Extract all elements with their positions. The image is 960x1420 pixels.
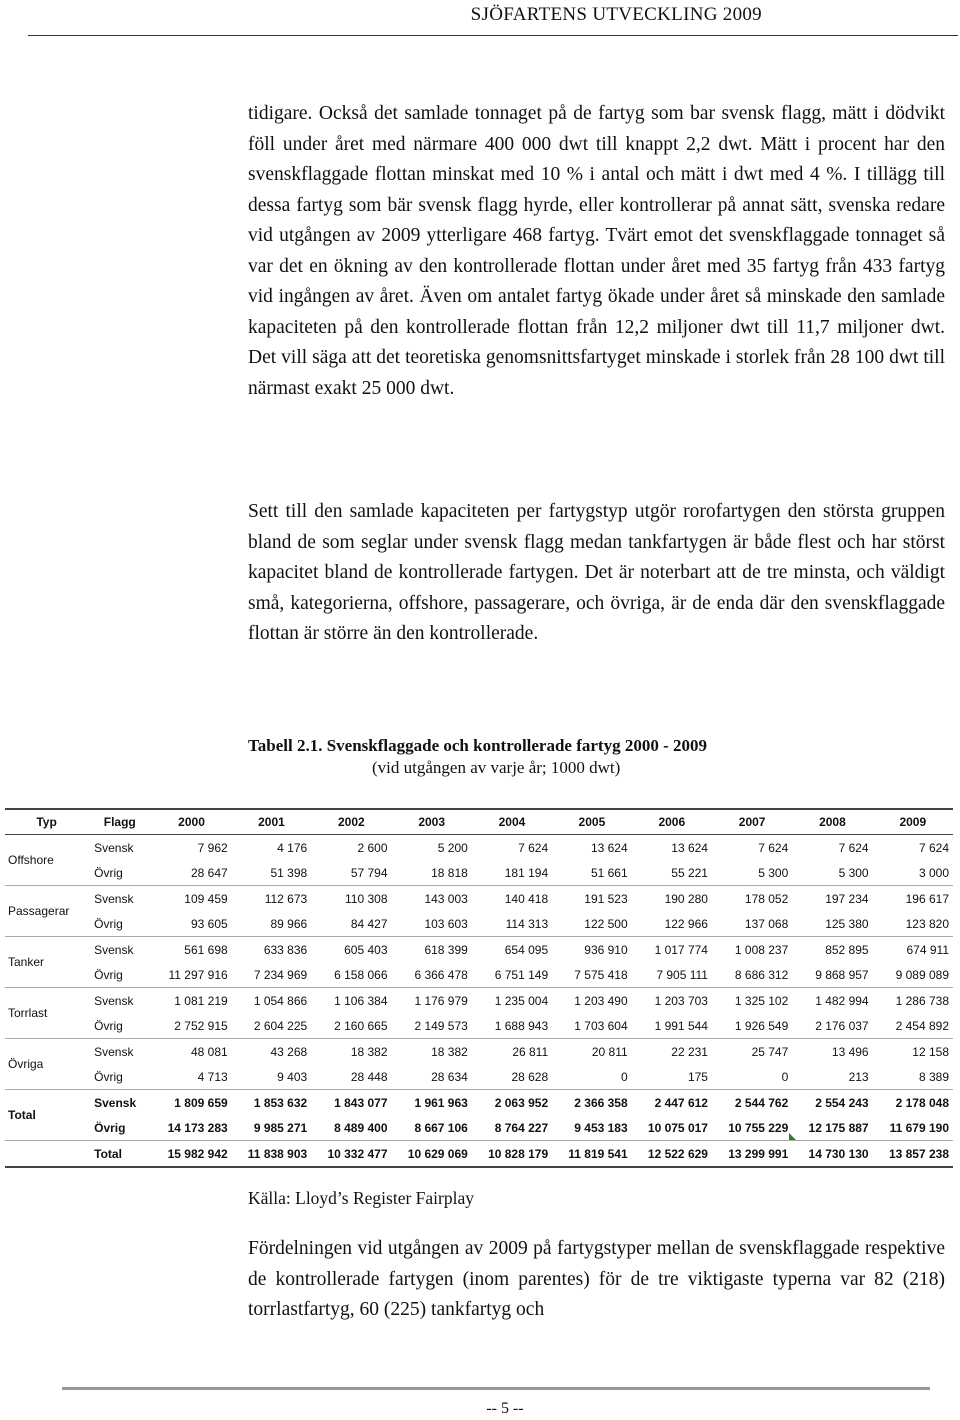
table-cell: 2 176 037 xyxy=(815,1018,869,1033)
row-flag-label: Svensk xyxy=(88,937,151,963)
table-cell: 12 175 887 xyxy=(808,1120,869,1135)
table-cell: 196 617 xyxy=(873,886,953,912)
running-title: SJÖFARTENS UTVECKLING 2009 xyxy=(470,4,762,25)
table-cell: 1 008 237 xyxy=(712,937,792,963)
page-number: -- 5 -- xyxy=(486,1400,524,1417)
row-flag-label: Total xyxy=(88,1141,151,1168)
table-cell: 1 688 943 xyxy=(494,1018,549,1033)
table-cell: 1 853 632 xyxy=(232,1090,312,1116)
table-cell: 122 500 xyxy=(584,916,628,931)
table-cell: 14 730 130 xyxy=(792,1141,872,1168)
column-header: 2007 xyxy=(712,809,792,835)
table-cell: 1 081 219 xyxy=(151,988,231,1014)
table-cell: 7 624 xyxy=(792,835,872,861)
table-cell: 175 xyxy=(687,1069,708,1084)
table-cell: 112 673 xyxy=(232,886,312,912)
table-cell: 11 679 190 xyxy=(889,1120,949,1135)
table-cell: 1 809 659 xyxy=(151,1090,231,1116)
table-row xyxy=(5,860,953,886)
table-cell: 2 178 048 xyxy=(873,1090,953,1116)
table-cell: 7 624 xyxy=(712,835,792,861)
table-cell: 123 820 xyxy=(905,916,949,931)
cell-comment-marker xyxy=(789,1133,796,1140)
table-row xyxy=(5,1013,953,1039)
row-flag-label: Svensk xyxy=(88,886,151,912)
table-cell: 7 624 xyxy=(472,835,552,861)
table-cell: 110 308 xyxy=(311,886,391,912)
table-cell: 2 554 243 xyxy=(792,1090,872,1116)
table-cell: 15 982 942 xyxy=(151,1141,231,1168)
table-cell: 6 158 066 xyxy=(334,967,388,982)
table-cell: 57 794 xyxy=(350,865,388,880)
table-cell: 1 703 604 xyxy=(574,1018,628,1033)
column-header: 2009 xyxy=(873,809,953,835)
table-caption-subtitle: (vid utgången av varje år; 1000 dwt) xyxy=(372,758,621,777)
table-row xyxy=(5,886,953,912)
table-cell: 10 828 179 xyxy=(472,1141,552,1168)
row-flag-label: Övrig xyxy=(94,916,123,931)
header-rule xyxy=(28,35,958,36)
table-cell: 13 496 xyxy=(792,1039,872,1065)
table-cell: 43 268 xyxy=(232,1039,312,1065)
table-cell: 1 843 077 xyxy=(311,1090,391,1116)
table-cell: 18 382 xyxy=(311,1039,391,1065)
table-cell: 178 052 xyxy=(712,886,792,912)
footer-rule xyxy=(62,1387,930,1390)
table-cell: 28 628 xyxy=(511,1069,549,1084)
table-cell: 1 054 866 xyxy=(232,988,312,1014)
table-cell: 2 454 892 xyxy=(895,1018,949,1033)
fleet-table xyxy=(5,808,953,1168)
table-row xyxy=(5,1090,953,1116)
row-flag-label: Svensk xyxy=(88,1090,151,1116)
table-cell: 26 811 xyxy=(472,1039,552,1065)
table-cell: 2 752 915 xyxy=(174,1018,228,1033)
table-cell: 0 xyxy=(781,1069,789,1084)
row-type-label: Torrlast xyxy=(5,988,88,1039)
row-flag-label: Övrig xyxy=(94,1120,126,1135)
row-flag-label: Svensk xyxy=(88,988,151,1014)
table-cell: 3 000 xyxy=(918,865,949,880)
table-cell: 6 366 478 xyxy=(414,967,468,982)
table-cell: 8 764 227 xyxy=(494,1120,549,1135)
column-header: 2003 xyxy=(392,809,472,835)
column-header: 2004 xyxy=(472,809,552,835)
table-cell: 7 575 418 xyxy=(574,967,628,982)
row-flag-label: Övrig xyxy=(94,1018,123,1033)
table-cell: 10 075 017 xyxy=(647,1120,708,1135)
table-cell: 137 068 xyxy=(744,916,789,931)
table-cell: 13 624 xyxy=(552,835,632,861)
page-header xyxy=(0,0,960,40)
table-row xyxy=(5,937,953,963)
table-cell: 2 544 762 xyxy=(712,1090,792,1116)
table-cell: 89 966 xyxy=(270,916,308,931)
table-cell: 2 447 612 xyxy=(632,1090,712,1116)
table-cell: 4 713 xyxy=(197,1069,228,1084)
table-cell: 9 868 957 xyxy=(815,967,869,982)
table-cell: 633 836 xyxy=(232,937,312,963)
table-cell: 1 106 384 xyxy=(311,988,391,1014)
column-header: Typ xyxy=(5,809,88,835)
table-cell: 2 149 573 xyxy=(414,1018,468,1033)
table-cell: 20 811 xyxy=(552,1039,632,1065)
table-row xyxy=(5,911,953,937)
table-row xyxy=(5,1064,953,1090)
row-flag-label: Övrig xyxy=(94,967,123,982)
table-cell: 140 418 xyxy=(472,886,552,912)
table-cell: 93 605 xyxy=(190,916,228,931)
column-header: 2008 xyxy=(792,809,872,835)
row-type-label: Övriga xyxy=(5,1039,88,1090)
table-cell: 122 966 xyxy=(664,916,708,931)
table-cell: 7 234 969 xyxy=(253,967,308,982)
table-cell: 2 366 358 xyxy=(552,1090,632,1116)
table-cell: 605 403 xyxy=(311,937,391,963)
row-type-label: Tanker xyxy=(5,937,88,988)
source-note: Källa: Lloyd’s Register Fairplay xyxy=(248,1188,474,1208)
table-cell: 5 300 xyxy=(838,865,869,880)
table-row xyxy=(5,1141,953,1168)
row-flag-label: Svensk xyxy=(88,835,151,861)
table-cell: 2 600 xyxy=(311,835,391,861)
table-cell: 13 299 991 xyxy=(712,1141,792,1168)
table-cell: 1 286 738 xyxy=(873,988,953,1014)
table-cell: 11 297 916 xyxy=(168,967,228,982)
column-header: Flagg xyxy=(88,809,151,835)
table-cell: 561 698 xyxy=(151,937,231,963)
table-cell: 9 403 xyxy=(277,1069,308,1084)
table-cell: 197 234 xyxy=(792,886,872,912)
table-cell: 28 448 xyxy=(350,1069,388,1084)
row-type-label: Total xyxy=(5,1090,88,1141)
table-cell: 8 389 xyxy=(918,1069,949,1084)
row-type-label: Passagerar xyxy=(5,886,88,937)
table-caption xyxy=(248,735,808,779)
table-header-row xyxy=(5,809,953,835)
table-cell: 14 173 283 xyxy=(167,1120,228,1135)
column-header: 2006 xyxy=(632,809,712,835)
table-cell: 4 176 xyxy=(232,835,312,861)
table-cell: 9 453 183 xyxy=(574,1120,628,1135)
table-cell: 8 667 106 xyxy=(414,1120,468,1135)
table-row xyxy=(5,1039,953,1065)
table-cell: 852 895 xyxy=(792,937,872,963)
table-cell: 1 325 102 xyxy=(712,988,792,1014)
table-cell: 8 489 400 xyxy=(334,1120,388,1135)
table-cell: 181 194 xyxy=(504,865,549,880)
table-cell: 51 661 xyxy=(590,865,628,880)
table-cell: 674 911 xyxy=(873,937,953,963)
table-cell: 143 003 xyxy=(392,886,472,912)
column-header: 2002 xyxy=(311,809,391,835)
table-cell: 1 991 544 xyxy=(654,1018,708,1033)
table-cell: 22 231 xyxy=(632,1039,712,1065)
table-caption-title: Tabell 2.1. Svenskflaggade och kontrollerade fartyg 2000 - 2009 xyxy=(248,736,708,755)
paragraph-1: tidigare. Också det samlade tonnaget på de fartyg som bar svensk flagg, mätt i dödvikt föll under året med närmare 400 000 dwt till knappt 2,2 dwt. Mätt i procent har den svenskflaggade flottan minskat med 10 % i antal och mätt i dwt med 4 %. I tillägg till dessa fartyg som bär svensk flagg hyrde, eller kontrollerar på annat sätt, svenska redare vid utgången av 2009 ytterligare 468 fartyg. Tvärt emot det svenskflaggade tonnaget så var det en ökning av den kontrollerade flottan under året med 35 fartyg från 433 fartyg vid ingången av året. Även om antalet fartyg ökade under året så minskade den samlade kapaciteten på den kontrollerade flottan från 12,2 miljoner dwt till 11,7 miljoner dwt. Det vill säga att det teoretiska genomsnittsfartyget minskade i storlek från 28 100 dwt till närmast exakt 25 000 dwt. xyxy=(248,103,945,399)
table-cell: 114 313 xyxy=(505,916,549,931)
table-cell: 10 629 069 xyxy=(392,1141,472,1168)
table-row xyxy=(5,1115,953,1141)
column-header: 2005 xyxy=(552,809,632,835)
table-cell: 1 176 979 xyxy=(392,988,472,1014)
table-cell: 9 089 089 xyxy=(895,967,949,982)
table-cell: 10 332 477 xyxy=(311,1141,391,1168)
table-cell: 618 399 xyxy=(392,937,472,963)
table-cell: 213 xyxy=(848,1069,869,1084)
table-cell: 0 xyxy=(620,1069,628,1084)
table-cell: 1 203 703 xyxy=(632,988,712,1014)
table-cell: 18 818 xyxy=(431,865,468,880)
table-cell: 2 160 665 xyxy=(334,1018,388,1033)
table-row xyxy=(5,962,953,988)
table-cell: 654 095 xyxy=(472,937,552,963)
table-cell: 11 819 541 xyxy=(552,1141,632,1168)
table-cell: 13 857 238 xyxy=(873,1141,953,1168)
table-cell: 2 604 225 xyxy=(253,1018,308,1033)
table-cell: 25 747 xyxy=(712,1039,792,1065)
table-cell: 10 755 229 xyxy=(728,1120,789,1135)
table-cell: 18 382 xyxy=(392,1039,472,1065)
table-cell: 1 926 549 xyxy=(734,1018,789,1033)
table-cell: 28 634 xyxy=(431,1069,468,1084)
row-flag-label: Övrig xyxy=(94,865,123,880)
table-cell: 55 221 xyxy=(671,865,708,880)
table-cell: 7 624 xyxy=(873,835,953,861)
table-cell: 8 686 312 xyxy=(734,967,789,982)
table-row xyxy=(5,988,953,1014)
table-cell: 1 482 994 xyxy=(792,988,872,1014)
table-cell: 1 235 004 xyxy=(472,988,552,1014)
table-cell: 28 647 xyxy=(190,865,228,880)
table-cell: 48 081 xyxy=(151,1039,231,1065)
table-cell: 6 751 149 xyxy=(494,967,549,982)
table-cell: 109 459 xyxy=(151,886,231,912)
table-cell: 51 398 xyxy=(270,865,308,880)
table-cell: 12 158 xyxy=(873,1039,953,1065)
column-header: 2000 xyxy=(151,809,231,835)
row-type-label: Offshore xyxy=(5,835,88,886)
table-cell: 936 910 xyxy=(552,937,632,963)
table-cell: 84 427 xyxy=(350,916,388,931)
table-cell: 5 300 xyxy=(758,865,789,880)
table-cell: 190 280 xyxy=(632,886,712,912)
table-cell: 11 838 903 xyxy=(232,1141,312,1168)
table-row xyxy=(5,835,953,861)
table-cell: 125 380 xyxy=(825,916,869,931)
table-body xyxy=(5,835,953,1168)
table-cell: 1 017 774 xyxy=(632,937,712,963)
table-cell: 191 523 xyxy=(552,886,632,912)
table-cell: 2 063 952 xyxy=(472,1090,552,1116)
table-cell: 7 905 111 xyxy=(656,967,708,982)
table-cell: 1 203 490 xyxy=(552,988,632,1014)
table-cell: 9 985 271 xyxy=(253,1120,308,1135)
column-header: 2001 xyxy=(232,809,312,835)
table-cell: 7 962 xyxy=(151,835,231,861)
table-cell: 13 624 xyxy=(632,835,712,861)
row-flag-label: Svensk xyxy=(88,1039,151,1065)
paragraph-3: Fördelningen vid utgången av 2009 på fartygstyper mellan de svenskflaggade respektive de kontrollerade fartygen (inom parentes) för de tre viktigaste typerna var 82 (218) torrlastfartyg, 60 (225) tankfartyg och xyxy=(248,1238,945,1320)
table-cell: 12 522 629 xyxy=(632,1141,712,1168)
table-cell: 103 603 xyxy=(424,916,468,931)
table-cell: 1 961 963 xyxy=(392,1090,472,1116)
table-cell: 5 200 xyxy=(392,835,472,861)
row-flag-label: Övrig xyxy=(94,1069,123,1084)
empty-cell xyxy=(5,1141,88,1168)
paragraph-2: Sett till den samlade kapaciteten per fartygstyp utgör rorofartygen den största gruppen bland de som seglar under svensk flagg medan tankfartygen är både flest och har störst kapacitet bland de kontrollerade fartygen. Det är noterbart att de tre minsta, och väldigt små, kategorierna, offshore, passagerare, och övriga, är de enda där den svenskflaggade flottan är större än den kontrollerade. xyxy=(248,501,945,644)
